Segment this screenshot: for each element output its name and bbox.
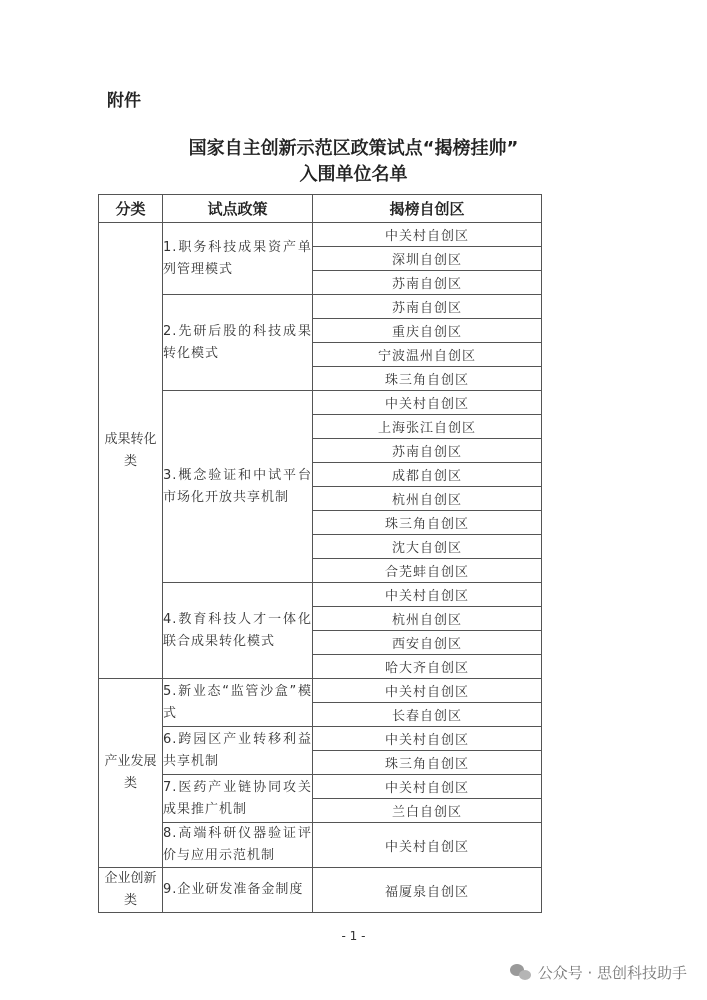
- table-row: [99, 679, 542, 703]
- watermark-text: 公众号 · 思创科技助手: [537, 964, 687, 982]
- table-body: [99, 223, 542, 913]
- table-row: [99, 775, 542, 799]
- header-policy: 试点政策: [163, 195, 313, 223]
- attachment-label: 附件: [107, 91, 141, 111]
- table-row: [99, 823, 542, 868]
- table-row: [99, 583, 542, 607]
- zone-cell: 福厦泉自创区: [313, 868, 542, 913]
- zone-cell: 中关村自创区: [313, 727, 542, 751]
- policy-cell: 6.跨园区产业转移利益共享机制: [163, 727, 313, 775]
- zone-cell: 中关村自创区: [313, 823, 542, 868]
- zone-cell: 中关村自创区: [313, 223, 542, 247]
- zone-cell: 宁波温州自创区: [313, 343, 542, 367]
- header-category: 分类: [99, 195, 163, 223]
- policy-cell: 8.高端科研仪器验证评价与应用示范机制: [163, 823, 313, 868]
- table-row: [99, 223, 542, 247]
- zone-cell: 兰白自创区: [313, 799, 542, 823]
- document-title-line1: 国家自主创新示范区政策试点“揭榜挂帅”: [188, 138, 519, 159]
- zone-cell: 上海张江自创区: [313, 415, 542, 439]
- watermark: [510, 962, 687, 983]
- wechat-icon: [510, 964, 532, 982]
- zone-cell: 西安自创区: [313, 631, 542, 655]
- shortlist-table: [98, 194, 542, 913]
- zone-cell: 杭州自创区: [313, 487, 542, 511]
- policy-cell: 5.新业态“监管沙盒”模式: [163, 679, 313, 727]
- zone-cell: 长春自创区: [313, 703, 542, 727]
- table-row: [99, 868, 542, 913]
- zone-cell: 中关村自创区: [313, 391, 542, 415]
- zone-cell: 中关村自创区: [313, 583, 542, 607]
- table-row: [99, 295, 542, 319]
- zone-cell: 沈大自创区: [313, 535, 542, 559]
- zone-cell: 中关村自创区: [313, 679, 542, 703]
- header-zone: 揭榜自创区: [313, 195, 542, 223]
- category-cell: 成果转化类: [99, 223, 163, 679]
- policy-cell: 3.概念验证和中试平台市场化开放共享机制: [163, 391, 313, 583]
- zone-cell: 合芜蚌自创区: [313, 559, 542, 583]
- zone-cell: 苏南自创区: [313, 439, 542, 463]
- zone-cell: 珠三角自创区: [313, 511, 542, 535]
- zone-cell: 成都自创区: [313, 463, 542, 487]
- zone-cell: 珠三角自创区: [313, 367, 542, 391]
- category-cell: 企业创新类: [99, 868, 163, 913]
- table-row: [99, 727, 542, 751]
- policy-cell: 2.先研后股的科技成果转化模式: [163, 295, 313, 391]
- zone-cell: 深圳自创区: [313, 247, 542, 271]
- zone-cell: 哈大齐自创区: [313, 655, 542, 679]
- zone-cell: 重庆自创区: [313, 319, 542, 343]
- page-number: - 1 -: [341, 929, 366, 943]
- table-header-row: [99, 195, 542, 223]
- policy-cell: 7.医药产业链协同攻关成果推广机制: [163, 775, 313, 823]
- zone-cell: 中关村自创区: [313, 775, 542, 799]
- policy-cell: 1.职务科技成果资产单列管理模式: [163, 223, 313, 295]
- zone-cell: 杭州自创区: [313, 607, 542, 631]
- policy-cell: 9.企业研发准备金制度: [163, 868, 313, 913]
- policy-cell: 4.教育科技人才一体化联合成果转化模式: [163, 583, 313, 679]
- zone-cell: 苏南自创区: [313, 295, 542, 319]
- zone-cell: 珠三角自创区: [313, 751, 542, 775]
- zone-cell: 苏南自创区: [313, 271, 542, 295]
- category-cell: 产业发展类: [99, 679, 163, 868]
- document-title-line2: 入围单位名单: [299, 164, 408, 185]
- table-row: [99, 391, 542, 415]
